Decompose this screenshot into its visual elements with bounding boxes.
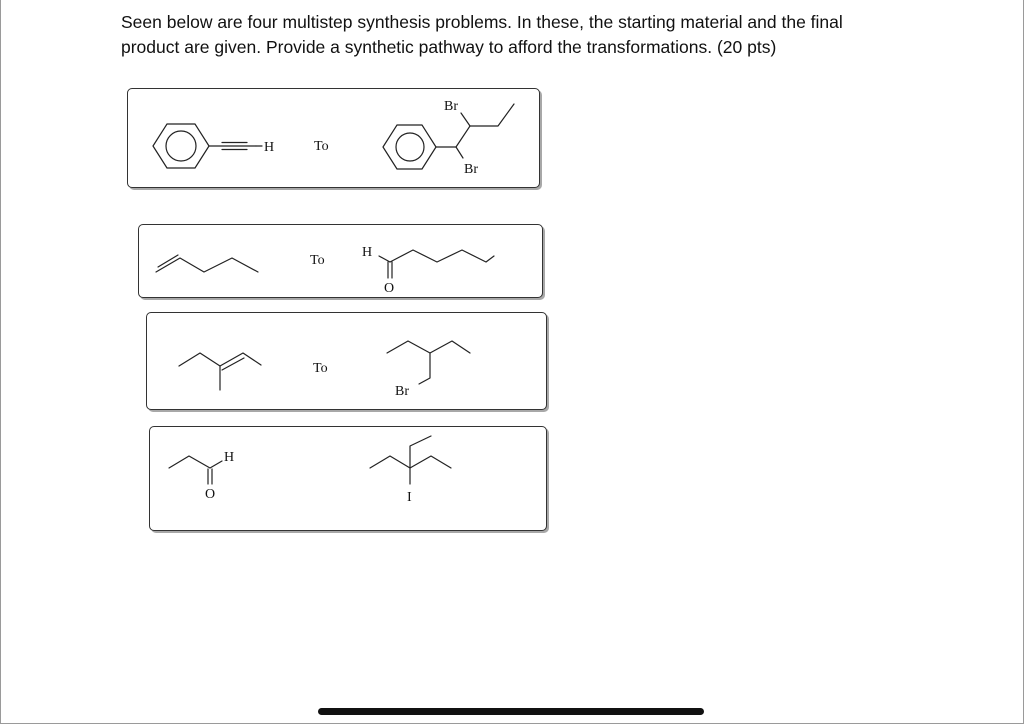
benzene-ring	[383, 125, 436, 169]
atom-label-br-top: Br	[444, 99, 458, 114]
bond-to-ch2br	[419, 353, 430, 384]
problem-1-product	[383, 99, 514, 177]
atom-label-i: I	[407, 490, 412, 505]
bond-to-br-bottom	[456, 147, 463, 158]
problem-4-product	[370, 436, 451, 505]
atom-label-o: O	[205, 487, 216, 502]
carbon-chain	[390, 250, 494, 262]
aromatic-circle	[396, 133, 424, 161]
to-label-3: To	[313, 361, 328, 376]
atom-label-o: O	[384, 281, 395, 296]
atom-label-br: Br	[395, 384, 409, 399]
problem-3-product	[387, 341, 470, 399]
atom-label-h: H	[264, 140, 275, 155]
instructions-line-1: Seen below are four multistep synthesis problems. In these, the starting material and the final	[121, 12, 843, 32]
carbon-chain	[387, 341, 470, 353]
double-bond	[222, 358, 244, 370]
carbon-chain	[179, 353, 261, 366]
bond-to-br-top	[461, 113, 470, 126]
aromatic-circle	[166, 131, 196, 161]
ethyl-branch	[410, 436, 431, 468]
to-label-2: To	[310, 253, 325, 268]
instructions-line-2: product are given. Provide a synthetic pathway to afford the transformations. (20 pts)	[121, 37, 777, 57]
carbon-chain	[169, 456, 222, 468]
problem-2-product	[362, 245, 494, 296]
home-indicator-bar[interactable]	[318, 708, 704, 715]
bond-to-h	[379, 256, 390, 262]
atom-label-h: H	[224, 450, 235, 465]
atom-label-h: H	[362, 245, 373, 260]
problem-3-starting-material	[179, 353, 261, 390]
problem-1-starting-material	[153, 124, 274, 168]
carbon-chain	[156, 258, 258, 272]
problem-4-starting-material	[169, 450, 234, 502]
to-label-1: To	[314, 139, 329, 154]
atom-label-br-bottom: Br	[464, 162, 478, 177]
problem-2-starting-material	[156, 255, 258, 272]
